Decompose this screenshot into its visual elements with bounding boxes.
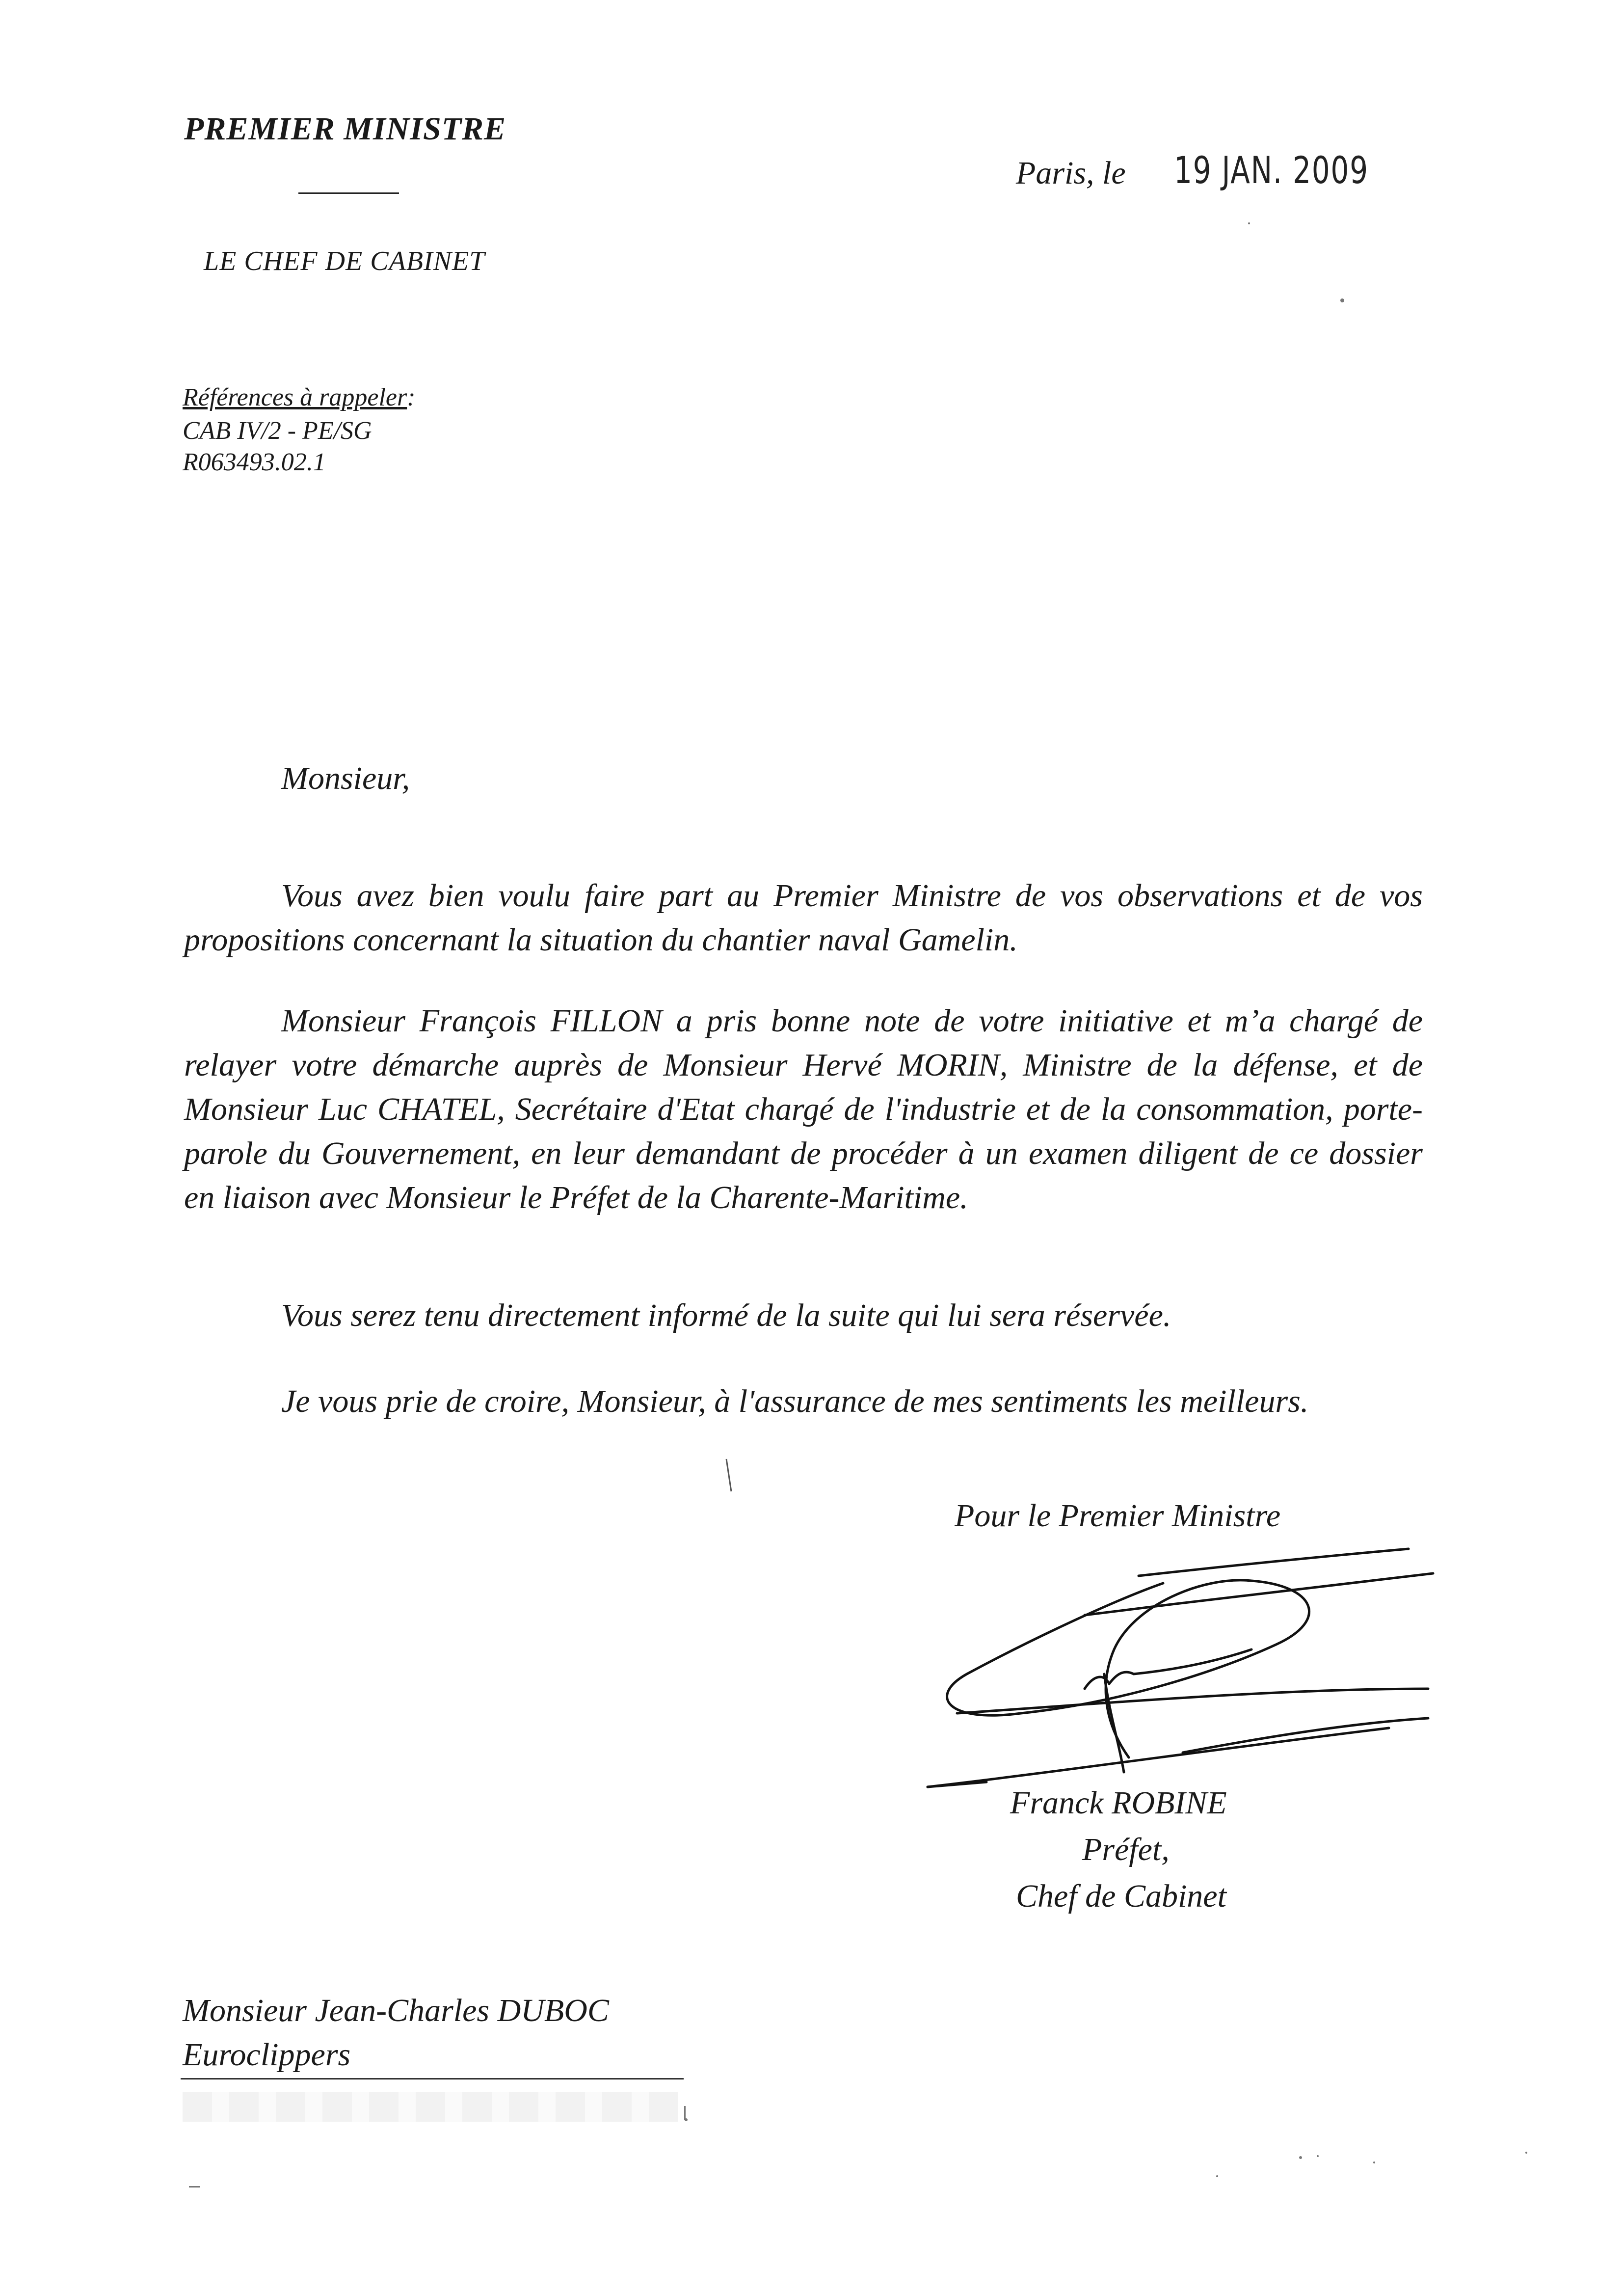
recipient-organization: Euroclippers [183,2037,351,2073]
salutation: Monsieur, [281,760,410,796]
references-title-text: Références à rappeler [183,383,407,411]
org-title: PREMIER MINISTRE [184,111,506,147]
paragraph-text: Je vous prie de croire, Monsieur, à l'assurance de mes sentiments les meilleurs. [281,1383,1309,1419]
paragraph-text: Monsieur François FILLON a pris bonne note de votre initiative et m’a chargé de relayer votre démarche auprès de Monsieur Hervé MORIN, Ministre de la défense, et de Monsieur Luc CHATEL, Secrétaire d'Etat chargé de l'industrie et de la consommation, porte-parole du Gouvernement, en leur demandant de procéder à un examen diligent de ce dossier en liaison avec Monsieur le Préfet de la Charente-Maritime. [184,1003,1423,1216]
body-paragraph-3 [184,1294,1423,1338]
references-title-suffix: : [407,383,416,411]
recipient-divider [181,2078,684,2080]
redacted-address [183,2092,678,2122]
reference-code-2: R063493.02.1 [183,448,326,476]
body-paragraph-2 [184,999,1423,1220]
reference-code-1: CAB IV/2 - PE/SG [183,417,372,445]
signatory-title-1: Préfet, [1082,1832,1170,1867]
signatory-name: Franck ROBINE [1010,1785,1227,1821]
references-title [183,383,416,412]
recipient-name: Monsieur Jean-Charles DUBOC [183,1993,609,2028]
header-divider [298,192,399,194]
stray-pen-mark [725,1458,732,1492]
date-label: Paris, le [1016,155,1126,191]
signature-on-behalf: Pour le Premier Ministre [955,1498,1281,1534]
paragraph-text: Vous avez bien voulu faire part au Premier Ministre de vos observations et de vos propositions concernant la situation du chantier naval Gamelin. [184,878,1423,958]
date-stamp: 19 JAN. 2009 [1174,148,1369,192]
body-paragraph-1 [184,874,1423,962]
department-label: LE CHEF DE CABINET [204,246,485,276]
body-paragraph-4 [184,1379,1423,1424]
signatory-title-2: Chef de Cabinet [1016,1878,1226,1914]
paragraph-text: Vous serez tenu directement informé de la suite qui lui sera réservée. [281,1297,1171,1333]
